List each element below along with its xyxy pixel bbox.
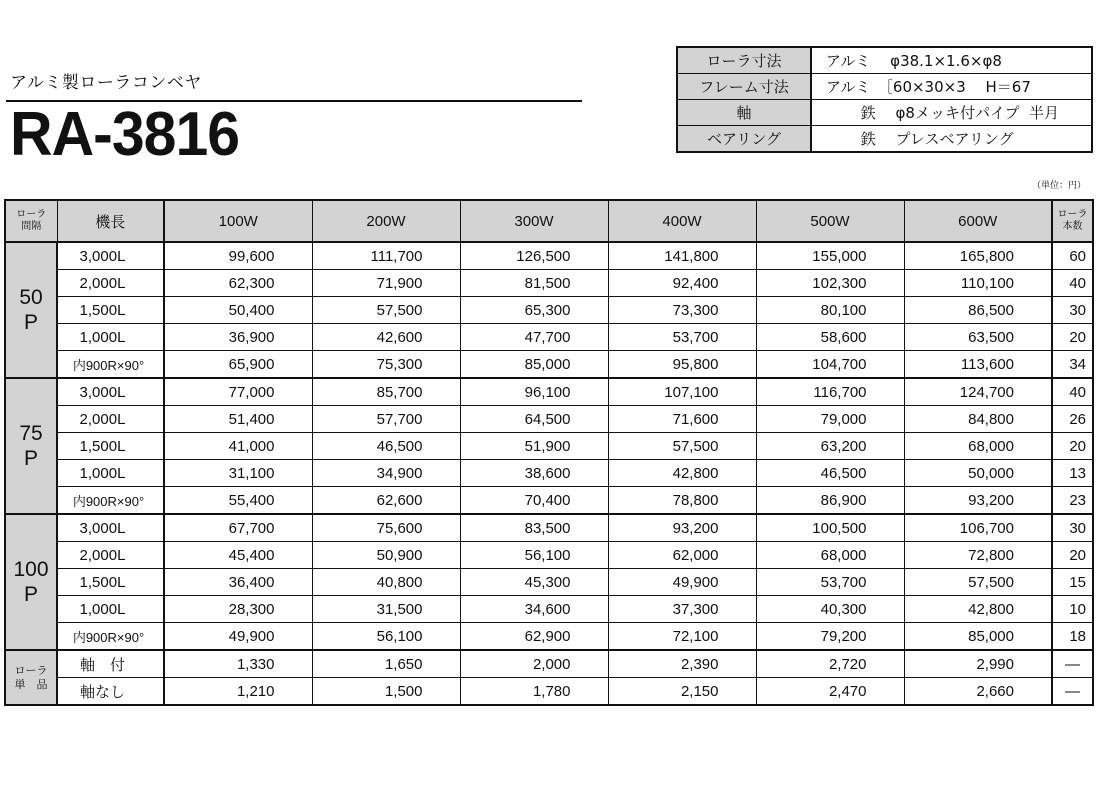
- price-cell: 79,000: [756, 406, 904, 433]
- spec-row: [677, 126, 1092, 153]
- price-cell: 57,500: [608, 433, 756, 460]
- spec-value: アルミ φ38.1×1.6×φ8: [811, 47, 1092, 74]
- price-cell: 92,400: [608, 270, 756, 297]
- price-cell: 62,600: [312, 487, 460, 515]
- price-cell: 45,300: [460, 569, 608, 596]
- price-cell: 1,780: [460, 678, 608, 706]
- table-row: [5, 487, 1093, 515]
- pitch-group-line1: ローラ: [14, 664, 48, 677]
- price-cell: 85,000: [460, 351, 608, 379]
- pitch-header-line1: ローラ: [16, 209, 47, 220]
- width-header-400: 400W: [608, 200, 756, 242]
- price-cell: 2,150: [608, 678, 756, 706]
- table-row: [5, 242, 1093, 270]
- price-cell: 45,400: [164, 542, 312, 569]
- price-cell: 100,500: [756, 514, 904, 542]
- price-cell: 40,300: [756, 596, 904, 623]
- price-cell: 42,800: [904, 596, 1052, 623]
- price-cell: 42,800: [608, 460, 756, 487]
- length-cell: 3,000L: [57, 378, 164, 406]
- length-cell: 1,000L: [57, 460, 164, 487]
- roller-count-cell: 18: [1052, 623, 1093, 651]
- table-row: [5, 569, 1093, 596]
- spec-label: ローラ寸法: [677, 47, 811, 74]
- price-cell: 53,700: [756, 569, 904, 596]
- price-cell: 36,900: [164, 324, 312, 351]
- price-cell: 58,600: [756, 324, 904, 351]
- model-number: RA-3816: [10, 100, 240, 169]
- price-cell: 110,100: [904, 270, 1052, 297]
- price-cell: 71,900: [312, 270, 460, 297]
- length-cell: 内900R×90°: [57, 351, 164, 379]
- table-row: [5, 270, 1093, 297]
- spec-value: 鉄 φ8メッキ付パイプ 半月: [811, 100, 1092, 126]
- price-cell: 34,600: [460, 596, 608, 623]
- table-row: [5, 406, 1093, 433]
- count-header-line2: 本数: [1062, 221, 1083, 232]
- roller-count-cell: 15: [1052, 569, 1093, 596]
- width-header-100: 100W: [164, 200, 312, 242]
- price-cell: 2,660: [904, 678, 1052, 706]
- price-cell: 2,000: [460, 650, 608, 678]
- pitch-group-cell: [5, 514, 57, 650]
- price-cell: 37,300: [608, 596, 756, 623]
- spec-row: [677, 47, 1092, 74]
- price-cell: 68,000: [756, 542, 904, 569]
- price-cell: 31,100: [164, 460, 312, 487]
- price-cell: 51,900: [460, 433, 608, 460]
- price-cell: 1,330: [164, 650, 312, 678]
- table-row: [5, 324, 1093, 351]
- width-header-300: 300W: [460, 200, 608, 242]
- roller-count-cell: 40: [1052, 270, 1093, 297]
- table-row: [5, 297, 1093, 324]
- price-cell: 2,390: [608, 650, 756, 678]
- price-cell: 55,400: [164, 487, 312, 515]
- price-cell: 70,400: [460, 487, 608, 515]
- price-cell: 107,100: [608, 378, 756, 406]
- price-cell: 65,300: [460, 297, 608, 324]
- price-cell: 62,000: [608, 542, 756, 569]
- price-cell: 31,500: [312, 596, 460, 623]
- price-cell: 41,000: [164, 433, 312, 460]
- spec-value: アルミ ［60×30×3 H＝67: [811, 74, 1092, 100]
- price-cell: 68,000: [904, 433, 1052, 460]
- roller-count-cell: —: [1052, 650, 1093, 678]
- price-cell: 63,200: [756, 433, 904, 460]
- table-row: [5, 378, 1093, 406]
- pitch-group-cell: [5, 378, 57, 514]
- price-cell: 113,600: [904, 351, 1052, 379]
- price-cell: 46,500: [312, 433, 460, 460]
- price-cell: 126,500: [460, 242, 608, 270]
- price-cell: 75,600: [312, 514, 460, 542]
- price-table: [4, 199, 1094, 706]
- length-cell: 1,500L: [57, 569, 164, 596]
- price-cell: 124,700: [904, 378, 1052, 406]
- product-category-title: アルミ製ローラコンベヤ: [10, 73, 202, 93]
- pitch-header-line2: 間隔: [21, 221, 42, 232]
- price-cell: 95,800: [608, 351, 756, 379]
- price-cell: 49,900: [164, 623, 312, 651]
- length-cell: 2,000L: [57, 270, 164, 297]
- length-header: 機長: [57, 200, 164, 242]
- pitch-group-cell: [5, 650, 57, 705]
- spec-row: [677, 100, 1092, 126]
- price-cell: 2,990: [904, 650, 1052, 678]
- price-cell: 79,200: [756, 623, 904, 651]
- price-cell: 50,400: [164, 297, 312, 324]
- price-cell: 80,100: [756, 297, 904, 324]
- length-cell: 1,000L: [57, 324, 164, 351]
- pitch-group-line2: P: [23, 447, 38, 470]
- price-cell: 1,650: [312, 650, 460, 678]
- length-cell: 内900R×90°: [57, 623, 164, 651]
- roller-count-cell: 20: [1052, 324, 1093, 351]
- pitch-group-line1: 50: [19, 286, 43, 309]
- table-row: [5, 433, 1093, 460]
- length-cell: 軸なし: [57, 678, 164, 706]
- price-cell: 47,700: [460, 324, 608, 351]
- price-cell: 86,500: [904, 297, 1052, 324]
- price-cell: 57,700: [312, 406, 460, 433]
- price-cell: 104,700: [756, 351, 904, 379]
- table-row: [5, 351, 1093, 379]
- table-row: [5, 623, 1093, 651]
- length-cell: 軸 付: [57, 650, 164, 678]
- price-cell: 50,900: [312, 542, 460, 569]
- spec-table: [676, 46, 1093, 153]
- price-cell: 81,500: [460, 270, 608, 297]
- price-cell: 51,400: [164, 406, 312, 433]
- width-header-500: 500W: [756, 200, 904, 242]
- price-cell: 50,000: [904, 460, 1052, 487]
- width-header-200: 200W: [312, 200, 460, 242]
- price-cell: 34,900: [312, 460, 460, 487]
- roller-count-cell: 20: [1052, 542, 1093, 569]
- width-header-600: 600W: [904, 200, 1052, 242]
- count-header: [1052, 200, 1093, 242]
- table-row: [5, 514, 1093, 542]
- price-cell: 102,300: [756, 270, 904, 297]
- spec-label: 軸: [677, 100, 811, 126]
- price-cell: 93,200: [608, 514, 756, 542]
- price-cell: 141,800: [608, 242, 756, 270]
- pitch-group-line2: P: [23, 583, 38, 606]
- pitch-group-line2: 単 品: [14, 678, 48, 691]
- price-cell: 64,500: [460, 406, 608, 433]
- table-row: [5, 460, 1093, 487]
- length-cell: 3,000L: [57, 514, 164, 542]
- pitch-group-cell: [5, 242, 57, 378]
- price-cell: 62,900: [460, 623, 608, 651]
- price-cell: 93,200: [904, 487, 1052, 515]
- table-row: [5, 650, 1093, 678]
- roller-count-cell: 13: [1052, 460, 1093, 487]
- unit-note: （単位：円）: [1031, 181, 1086, 191]
- price-cell: 57,500: [312, 297, 460, 324]
- table-row: [5, 542, 1093, 569]
- price-cell: 155,000: [756, 242, 904, 270]
- price-cell: 111,700: [312, 242, 460, 270]
- roller-count-cell: 26: [1052, 406, 1093, 433]
- price-cell: 1,500: [312, 678, 460, 706]
- price-cell: 78,800: [608, 487, 756, 515]
- price-cell: 40,800: [312, 569, 460, 596]
- length-cell: 内900R×90°: [57, 487, 164, 515]
- price-cell: 77,000: [164, 378, 312, 406]
- spec-label: フレーム寸法: [677, 74, 811, 100]
- roller-count-cell: 34: [1052, 351, 1093, 379]
- roller-count-cell: 30: [1052, 297, 1093, 324]
- price-cell: 83,500: [460, 514, 608, 542]
- roller-count-cell: 40: [1052, 378, 1093, 406]
- price-cell: 85,700: [312, 378, 460, 406]
- pitch-group-line1: 100: [13, 558, 49, 581]
- price-table-header-row: [5, 200, 1093, 242]
- length-cell: 2,000L: [57, 542, 164, 569]
- price-cell: 57,500: [904, 569, 1052, 596]
- table-row: [5, 596, 1093, 623]
- price-cell: 75,300: [312, 351, 460, 379]
- price-cell: 63,500: [904, 324, 1052, 351]
- length-cell: 1,500L: [57, 433, 164, 460]
- price-cell: 53,700: [608, 324, 756, 351]
- count-header-line1: ローラ: [1057, 209, 1088, 220]
- length-cell: 2,000L: [57, 406, 164, 433]
- roller-count-cell: 10: [1052, 596, 1093, 623]
- roller-count-cell: 23: [1052, 487, 1093, 515]
- price-cell: 38,600: [460, 460, 608, 487]
- price-cell: 2,470: [756, 678, 904, 706]
- price-cell: 46,500: [756, 460, 904, 487]
- price-cell: 165,800: [904, 242, 1052, 270]
- length-cell: 3,000L: [57, 242, 164, 270]
- price-cell: 56,100: [460, 542, 608, 569]
- length-cell: 1,500L: [57, 297, 164, 324]
- roller-count-cell: 60: [1052, 242, 1093, 270]
- spec-row: [677, 74, 1092, 100]
- price-cell: 49,900: [608, 569, 756, 596]
- price-cell: 65,900: [164, 351, 312, 379]
- price-cell: 56,100: [312, 623, 460, 651]
- price-cell: 72,100: [608, 623, 756, 651]
- price-cell: 116,700: [756, 378, 904, 406]
- price-cell: 84,800: [904, 406, 1052, 433]
- price-cell: 36,400: [164, 569, 312, 596]
- price-cell: 106,700: [904, 514, 1052, 542]
- roller-count-cell: 30: [1052, 514, 1093, 542]
- spec-value: 鉄 プレスベアリング: [811, 126, 1092, 153]
- price-cell: 85,000: [904, 623, 1052, 651]
- price-cell: 1,210: [164, 678, 312, 706]
- price-cell: 2,720: [756, 650, 904, 678]
- price-cell: 28,300: [164, 596, 312, 623]
- price-cell: 71,600: [608, 406, 756, 433]
- table-row: [5, 678, 1093, 706]
- price-cell: 62,300: [164, 270, 312, 297]
- pitch-group-line1: 75: [19, 422, 43, 445]
- pitch-header: [5, 200, 57, 242]
- roller-count-cell: 20: [1052, 433, 1093, 460]
- price-cell: 67,700: [164, 514, 312, 542]
- price-cell: 99,600: [164, 242, 312, 270]
- length-cell: 1,000L: [57, 596, 164, 623]
- spec-label: ベアリング: [677, 126, 811, 153]
- price-cell: 73,300: [608, 297, 756, 324]
- price-cell: 72,800: [904, 542, 1052, 569]
- price-cell: 86,900: [756, 487, 904, 515]
- price-cell: 96,100: [460, 378, 608, 406]
- roller-count-cell: —: [1052, 678, 1093, 706]
- price-cell: 42,600: [312, 324, 460, 351]
- pitch-group-line2: P: [23, 311, 38, 334]
